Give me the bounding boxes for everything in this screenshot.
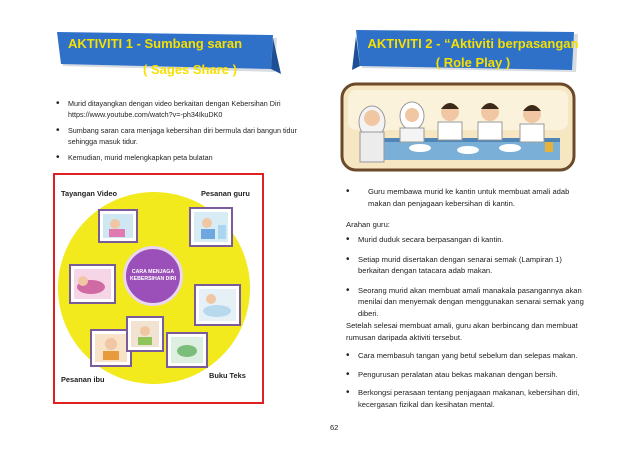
- page-number: 62: [330, 423, 339, 432]
- label-pesanan-ibu: Pesanan ibu: [61, 375, 105, 384]
- activity2-subtitle: ( Role Play ): [435, 55, 511, 70]
- photo-frame: [190, 208, 232, 246]
- list-item: • Murid duduk secara berpasangan di kantin.: [346, 234, 590, 246]
- label-pesanan-guru: Pesanan guru: [201, 189, 250, 198]
- photo-frame: [70, 265, 115, 303]
- activity1-subtitle: ( Sages Share ): [143, 62, 237, 77]
- left-bullet-list: [56, 98, 301, 168]
- photo-frame: [195, 285, 240, 325]
- center-topic-text: CARA MENJAGA KEBERSIHAN DIRI: [129, 269, 177, 282]
- photo-frame: [167, 333, 207, 367]
- intro-text: Guru membawa murid ke kantin untuk membuat amali adab makan dan penjagaan kebersihan di kantin.: [368, 187, 570, 208]
- activity2-banner: [352, 28, 582, 80]
- intro-bullet: [346, 186, 586, 209]
- photo-frame: [127, 317, 163, 351]
- list-item: • Berkongsi perasaan tentang penjagaan makanan, kebersihan diri, kecergasan fizikal dan kesihatan mental.: [346, 387, 590, 410]
- canteen-illustration: [340, 82, 576, 172]
- activity1-title: AKTIVITI 1 - Sumbang saran: [67, 36, 243, 51]
- center-topic-circle: [123, 246, 183, 306]
- arahan-label: Arahan guru:: [346, 220, 390, 229]
- after-text: Setelah selesai membuat amali, guru akan berbincang dan membuat rumusan daripada aktiviti tersebut.: [346, 321, 578, 342]
- list-item: • Seorang murid akan membuat amali manakala pasangannya akan menilai dan menyemak dengan menggunakan senarai semak yang diberi.: [346, 285, 590, 320]
- photo-frame: [99, 210, 137, 242]
- list-item: [346, 186, 586, 209]
- photo-frame: [91, 330, 131, 366]
- canteen-scene: [340, 82, 576, 172]
- arahan-list: [346, 234, 590, 319]
- list-item: • Sumbang saran cara menjaga kebersihan diri bermula dari bangun tidur sehingga masuk tidur.: [56, 125, 301, 147]
- list-item: • Kemudian, murid melengkapkan peta bulatan: [56, 152, 301, 163]
- label-tayangan-video: Tayangan Video: [61, 189, 117, 198]
- list-item: • Setiap murid disertakan dengan senarai semak (Lampiran 1) berkaitan dengan tatacara adab makan.: [346, 254, 590, 277]
- list-item: • Pengurusan peralatan atau bekas makanan dengan bersih.: [346, 369, 590, 381]
- activity1-banner: [55, 28, 285, 80]
- activity2-title: AKTIVITI 2 - “Aktiviti berpasangan: [367, 36, 579, 51]
- list-item: • Cara membasuh tangan yang betul sebelum dan selepas makan.: [346, 350, 590, 362]
- discussion-list: [346, 350, 590, 410]
- label-buku-teks: Buku Teks: [209, 371, 246, 380]
- list-item: • Murid ditayangkan dengan video berkaitan dengan Kebersihan Diri https://www.youtube.com/watch?v=-ph34IkuDK0: [56, 98, 301, 120]
